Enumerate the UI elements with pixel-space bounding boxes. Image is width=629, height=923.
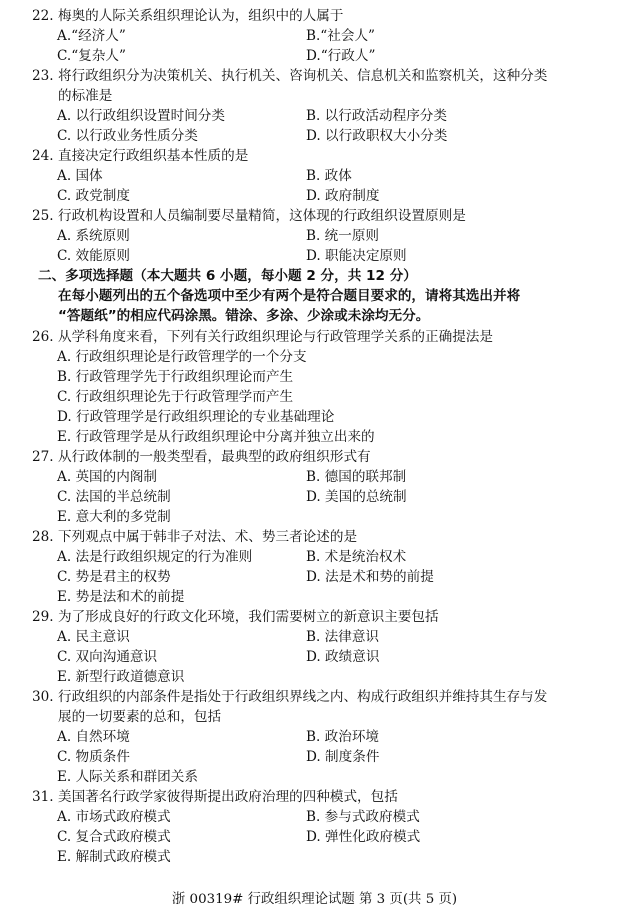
page-footer: 浙 00319# 行政组织理论试题 第 3 页(共 5 页) xyxy=(171,892,458,907)
option-d: D. 行政管理学是行政组织理论的专业基础理论 xyxy=(57,409,335,425)
question-stem: 为了形成良好的行政文化环境，我们需要树立的新意识主要包括 xyxy=(58,609,439,625)
option-b: B. 政体 xyxy=(306,168,352,184)
option-c: C. 行政组织理论先于行政管理学而产生 xyxy=(57,389,294,405)
option-a: A. 行政组织理论是行政管理学的一个分支 xyxy=(57,349,307,365)
option-c: C. 效能原则 xyxy=(57,248,130,264)
option-c: C. 双向沟通意识 xyxy=(57,649,158,665)
option-c: C. 复合式政府模式 xyxy=(57,829,171,845)
question-stem: 将行政组织分为决策机关、执行机关、咨询机关、信息机关和监察机关，这种分类 xyxy=(58,68,548,84)
option-a: A. 系统原则 xyxy=(57,228,130,244)
question-number: 26. xyxy=(32,329,54,345)
option-c: C. 以行政业务性质分类 xyxy=(57,128,198,144)
option-b: B. 德国的联邦制 xyxy=(306,469,407,485)
question-stem: 行政机构设置和人员编制要尽量精简，这体现的行政组织设置原则是 xyxy=(58,208,466,224)
option-b: B. 法律意识 xyxy=(306,629,380,645)
question-stem: 行政组织的内部条件是指处于行政组织界线之内、构成行政组织并维持其生存与发 xyxy=(58,689,548,705)
question-number: 28. xyxy=(32,529,54,545)
question-stem: 美国著名行政学家彼得斯提出政府治理的四种模式，包括 xyxy=(58,789,398,805)
question-number: 30. xyxy=(32,689,54,705)
option-c: C. 势是君主的权势 xyxy=(57,569,171,585)
option-e: E. 势是法和术的前提 xyxy=(57,589,185,605)
option-b: B. 政治环境 xyxy=(306,729,380,745)
option-d: D. 美国的总统制 xyxy=(306,489,407,505)
option-e: E. 新型行政道德意识 xyxy=(57,669,185,685)
options-row xyxy=(0,126,629,146)
question-stem: 从行政体制的一般类型看，最典型的政府组织形式有 xyxy=(58,449,371,465)
question-stem: 从学科角度来看，下列有关行政组织理论与行政管理学关系的正确提法是 xyxy=(58,329,493,345)
option-b: B. 统一原则 xyxy=(306,228,380,244)
question-number: 25. xyxy=(32,208,54,224)
option-c: C. 法国的半总统制 xyxy=(57,489,171,505)
option-d: D. 弹性化政府模式 xyxy=(306,829,421,845)
section-title: 二、多项选择题（本大题共 6 小题，每小题 2 分，共 12 分） xyxy=(38,268,417,284)
options-row xyxy=(0,246,629,266)
question-number: 24. xyxy=(32,148,54,164)
question-number: 23. xyxy=(32,68,54,84)
option-c: C. 物质条件 xyxy=(57,749,130,765)
options-row xyxy=(0,26,629,46)
option-d: D. 制度条件 xyxy=(306,749,380,765)
option-b: B. 以行政活动程序分类 xyxy=(306,108,447,124)
question-stem: 直接决定行政组织基本性质的是 xyxy=(58,148,249,164)
option-e: E. 意大利的多党制 xyxy=(57,509,171,525)
options-row xyxy=(0,186,629,206)
options-row xyxy=(0,226,629,246)
option-a: A. 以行政组织设置时间分类 xyxy=(57,108,225,124)
question-stem: 下列观点中属于韩非子对法、术、势三者论述的是 xyxy=(58,529,358,545)
question-number: 29. xyxy=(32,609,54,625)
option-a: A. 国体 xyxy=(57,168,103,184)
option-d: D. 职能决定原则 xyxy=(306,248,407,264)
option-b: B. 行政管理学先于行政组织理论而产生 xyxy=(57,369,294,385)
option-d: D. 政府制度 xyxy=(306,188,380,204)
option-b: B. 参与式政府模式 xyxy=(306,809,420,825)
options-row xyxy=(0,106,629,126)
option-a: A. 市场式政府模式 xyxy=(57,809,171,825)
option-d: D. 以行政职权大小分类 xyxy=(306,128,448,144)
option-e: E. 行政管理学是从行政组织理论中分离并独立出来的 xyxy=(57,429,375,445)
option-a: A. 自然环境 xyxy=(57,729,130,745)
option-a: A.“经济人” xyxy=(57,28,126,44)
option-d: D.“行政人” xyxy=(306,48,376,64)
option-d: D. 政绩意识 xyxy=(306,649,380,665)
question-number: 22. xyxy=(32,8,54,24)
question-stem: 梅奥的人际关系组织理论认为，组织中的人属于 xyxy=(58,8,344,24)
option-e: E. 解制式政府模式 xyxy=(57,849,171,865)
option-c: C. 政党制度 xyxy=(57,188,130,204)
option-a: A. 法是行政组织规定的行为准则 xyxy=(57,549,253,565)
option-e: E. 人际关系和群团关系 xyxy=(57,769,198,785)
question-number: 31. xyxy=(32,789,54,805)
option-b: B.“社会人” xyxy=(306,28,375,44)
option-d: D. 法是术和势的前提 xyxy=(306,569,434,585)
options-row xyxy=(0,46,629,66)
option-a: A. 英国的内阁制 xyxy=(57,469,158,485)
question-number: 27. xyxy=(32,449,54,465)
option-a: A. 民主意识 xyxy=(57,629,130,645)
option-b: B. 术是统治权术 xyxy=(306,549,407,565)
options-row xyxy=(0,166,629,186)
option-c: C.“复杂人” xyxy=(57,48,126,64)
